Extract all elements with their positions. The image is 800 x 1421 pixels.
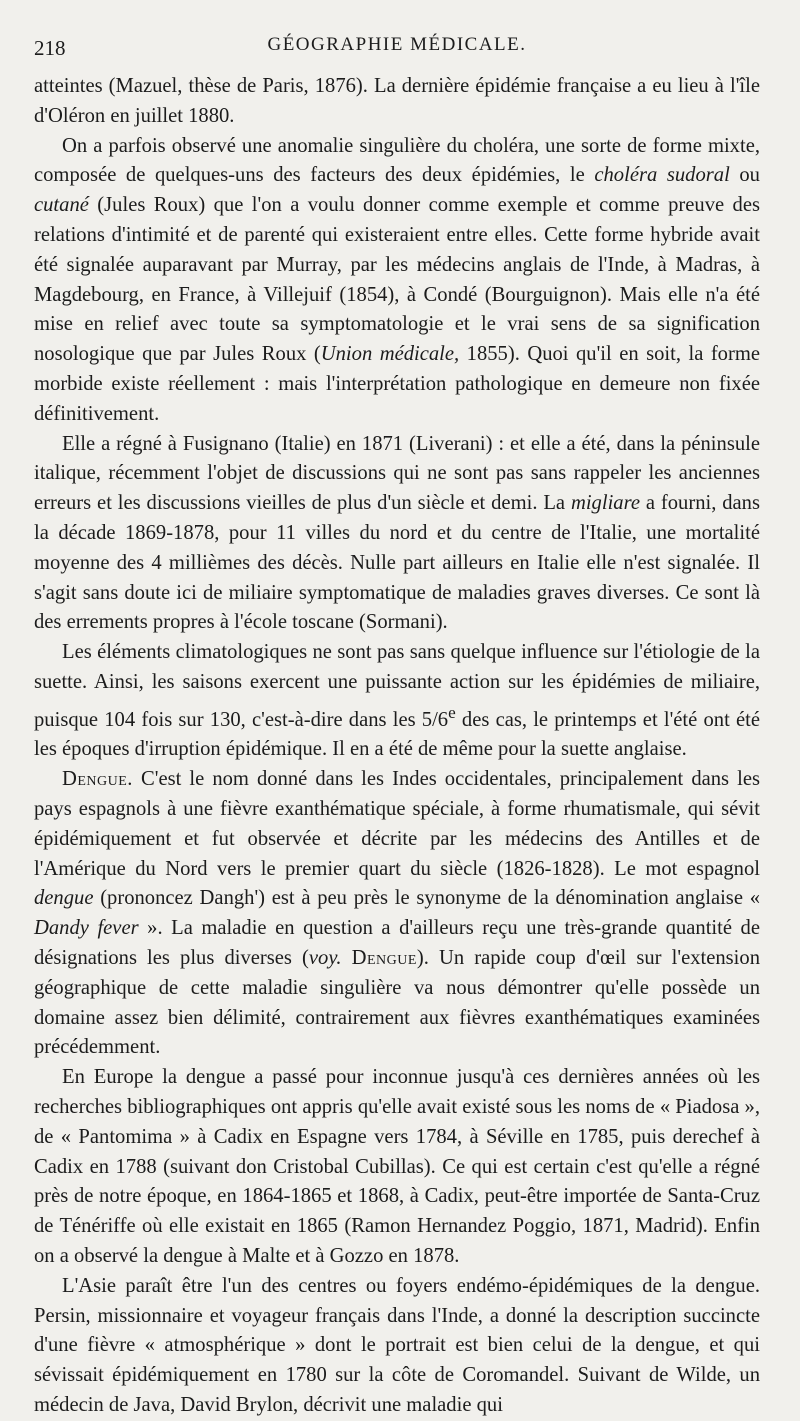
italic-citation: Union médicale, [320, 343, 460, 366]
paragraph-2 [34, 132, 760, 430]
text-run: 1855). Quoi qu'il en soit, la forme morbide existe réellement : mais l'interprétation pathologique en demeure non fixée définitivement. [34, 343, 760, 425]
paragraph-1 [34, 72, 760, 132]
paragraph-4 [34, 638, 760, 765]
text-run: des cas, le printemps et l'été ont été les époques d'irruption épidémique. Il en a été de même pour la suette anglaise. [34, 708, 760, 761]
italic-term: cutané [34, 194, 89, 217]
italic-term: dengue [34, 887, 94, 910]
text-run: ou [729, 164, 760, 187]
page-header [34, 28, 760, 72]
italic-term: migliare [570, 492, 640, 515]
italic-term: Dandy fever [34, 917, 139, 940]
text-run [341, 947, 351, 969]
paragraph-7 [34, 1272, 760, 1421]
text-run: ». La maladie en question a d'ailleurs reçu une très-grande quantité de désignations les plus diverses ( [34, 917, 760, 969]
superscript: e [448, 702, 456, 722]
paragraph-6 [34, 1063, 760, 1272]
cross-reference: Dengue [351, 946, 417, 969]
text-run: Les éléments climatologiques ne sont pas sans quelque influence sur l'étiologie de la suette. Ainsi, les saisons exercent une puissante action sur les épidémies de miliaire, puisque 104 fois sur 130, c'est-à-dire dans les 5/6 [34, 641, 760, 731]
italic-term: voy. [308, 946, 342, 969]
italic-term: choléra sudoral [594, 164, 730, 187]
text-run: ). Un rapide coup d'œil sur l'extension géographique de cette maladie singulière va nous démontrer qu'elle possède un domaine assez bien délimité, contrairement aux fièvres exanthématiques examinées précédemment. [34, 946, 760, 1059]
paragraph-text: L'Asie paraît être l'un des centres ou foyers endémo-épidémiques de la dengue. Persin, missionnaire et voyageur français dans l'Inde, a donné la description succincte d'une fièvre « atmosphérique » dont le portrait est bien celui de la dengue, et qui sévissait épidémiquement en 1780 sur la côte de Coromandel. Suivant de Wilde, un médecin de Java, David Brylon, décrivit une maladie qui [34, 1274, 760, 1416]
running-title: GÉOGRAPHIE MÉDICALE. [267, 34, 527, 55]
text-run: (prononcez Dangh') est à peu près le synonyme de la dénomination anglaise « [93, 887, 760, 910]
paragraph-3 [34, 430, 760, 639]
body-text [34, 72, 760, 1421]
section-heading: Dengue. [62, 768, 133, 791]
page-number: 218 [34, 36, 66, 60]
text-run: a fourni, dans la décade 1869-1878, pour 11 villes du nord et du centre de l'Italie, une mortalité moyenne des 4 millièmes des décès. Nulle part ailleurs en Italie elle n'est signalée. Il s'agit sans doute ici de miliaire symptomatique de maladies graves diverses. Ce sont là des errements propres à l'école toscane (Sormani). [34, 492, 760, 634]
text-run: On a parfois observé une anomalie singulière du choléra, une sorte de forme mixte, composée de quelques-uns des facteurs des deux épidémies, le [34, 134, 760, 187]
text-run: C'est le nom donné dans les Indes occidentales, principalement dans les pays espagnols à une fièvre exanthématique spéciale, à forme rhumatismale, qui sévit épidémiquement et fut observée et décrite par les médecins des Antilles et de l'Amérique du Nord vers le premier quart du siècle (1826-1828). Le mot espagnol [34, 768, 760, 880]
text-run: (Jules Roux) que l'on a voulu donner comme exemple et comme preuve des relations d'intimité et de parenté qui existeraient entre elles. Cette forme hybride avait été signalée auparavant par Murray, par les médecins anglais de l'Inde, à Madras, à Magdebourg, en France, à Villejuif (1854), à Condé (Bourguignon). Mais elle n'a été mise en relief avec toute sa symptomatologie et le vrai sens de sa signification nosologique que par Jules Roux ( [34, 194, 760, 366]
paragraph-text: atteintes (Mazuel, thèse de Paris, 1876). La dernière épidémie française a eu lieu à l'île d'Oléron en juillet 1880. [34, 75, 760, 127]
text-run: Elle a régné à Fusignano (Italie) en 1871 (Liverani) : et elle a été, dans la péninsule italique, récemment l'objet de discussions qui ne sont pas sans rappeler les anciennes erreurs et les discussions vieilles de plus d'un siècle et demi. La [34, 432, 760, 515]
paragraph-5 [34, 765, 760, 1063]
paragraph-text: En Europe la dengue a passé pour inconnue jusqu'à ces dernières années où les recherches bibliographiques ont appris qu'elle avait existé sous les noms de « Piadosa », de « Pantomima » à Cadix en Espagne vers 1784, à Séville en 1785, puis derechef à Cadix en 1788 (suivant don Cristobal Cubillas). Ce qui est certain c'est qu'elle a régné près de notre époque, en 1864-1865 et 1868, à Cadix, peut-être importée de Santa-Cruz de Ténériffe où elle existait en 1865 (Ramon Hernandez Poggio, 1871, Madrid). Enfin on a observé la dengue à Malte et à Gozzo en 1878. [34, 1066, 760, 1267]
